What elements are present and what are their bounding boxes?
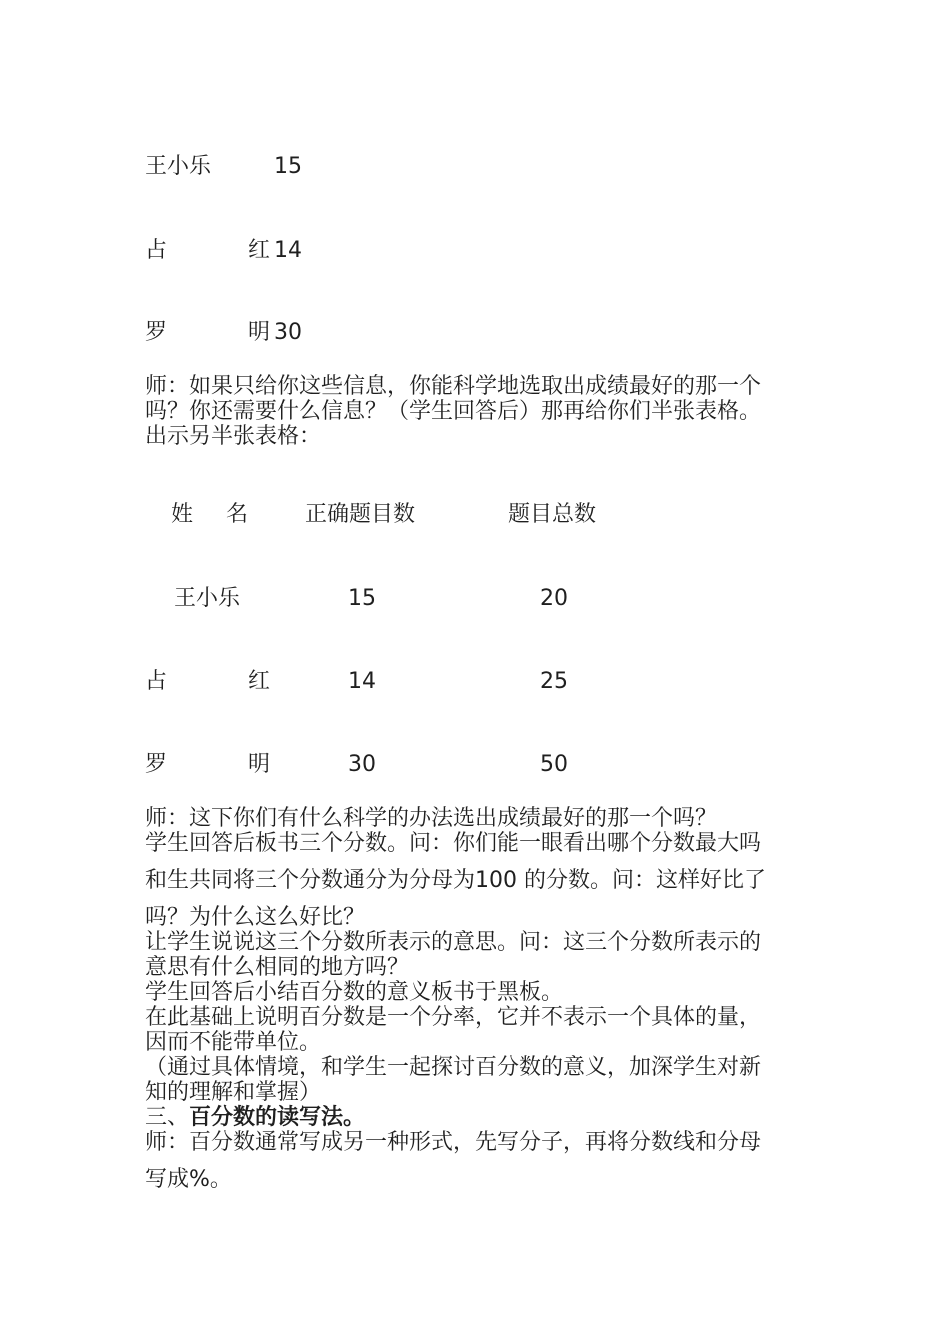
table-row-2-total: 25 [540, 669, 568, 694]
table-row-2-name-a: 占 [145, 669, 168, 694]
text-line: 知的理解和掌握） [145, 1080, 322, 1105]
text-line: 意思有什么相同的地方吗？ [145, 955, 410, 980]
table-row-3-correct: 30 [348, 752, 376, 777]
percent-symbol: % [189, 1167, 210, 1192]
number-100: 100 [475, 868, 518, 893]
text-line [145, 1167, 825, 1192]
table-row-1-total: 20 [540, 586, 568, 611]
text-line: 让学生说说这三个分数所表示的意思。问：这三个分数所表示的 [145, 930, 762, 955]
table-header-total: 题目总数 [508, 502, 597, 527]
list-row-3-score: 30 [274, 320, 302, 345]
table-header-name-a: 姓 [171, 502, 194, 527]
text-line: 吗？你还需要什么信息？（学生回答后）那再给你们半张表格。 [145, 399, 762, 424]
section-heading [145, 1105, 825, 1130]
text-segment: 和生共同将三个分数通分为分母为 [145, 868, 476, 893]
section-title: 百分数的读写法。 [189, 1104, 366, 1130]
text-line: （通过具体情境，和学生一起探讨百分数的意义，加深学生对新 [145, 1055, 762, 1080]
table-header-name-b: 名 [226, 502, 249, 527]
list-row-1-score: 15 [274, 154, 302, 179]
text-line: 师：如果只给你这些信息，你能科学地选取出成绩最好的那一个 [145, 374, 762, 399]
text-segment: 。 [209, 1167, 232, 1192]
text-segment: 的分数。问：这样好比了 [517, 868, 767, 893]
text-line: 因而不能带单位。 [145, 1030, 322, 1055]
list-row-2-name-b: 红 [248, 238, 271, 263]
text-line: 学生回答后板书三个分数。问：你们能一眼看出哪个分数最大吗 [145, 831, 762, 856]
list-row-3-name-b: 明 [248, 320, 271, 345]
text-line: 师：百分数通常写成另一种形式，先写分子，再将分数线和分母 [145, 1130, 762, 1155]
table-row-1-correct: 15 [348, 586, 376, 611]
text-line: 吗？为什么这么好比？ [145, 905, 366, 930]
list-row-3-name-a: 罗 [145, 320, 168, 345]
list-row-1-name: 王小乐 [145, 154, 212, 179]
text-line: 学生回答后小结百分数的意义板书于黑板。 [145, 980, 564, 1005]
text-segment: 写成 [145, 1167, 190, 1192]
section-number: 三、 [145, 1105, 190, 1130]
text-line: 在此基础上说明百分数是一个分率，它并不表示一个具体的量， [145, 1005, 762, 1030]
text-line: 师：这下你们有什么科学的办法选出成绩最好的那一个吗？ [145, 806, 718, 831]
table-row-3-total: 50 [540, 752, 568, 777]
table-row-3-name-b: 明 [248, 752, 271, 777]
table-row-1-name: 王小乐 [174, 586, 241, 611]
list-row-2-score: 14 [274, 238, 302, 263]
text-line [145, 868, 825, 893]
table-row-2-correct: 14 [348, 669, 376, 694]
table-row-3-name-a: 罗 [145, 752, 168, 777]
text-line: 出示另半张表格： [145, 424, 322, 449]
list-row-2-name-a: 占 [145, 238, 168, 263]
table-header-correct: 正确题目数 [305, 502, 416, 527]
table-row-2-name-b: 红 [248, 669, 271, 694]
